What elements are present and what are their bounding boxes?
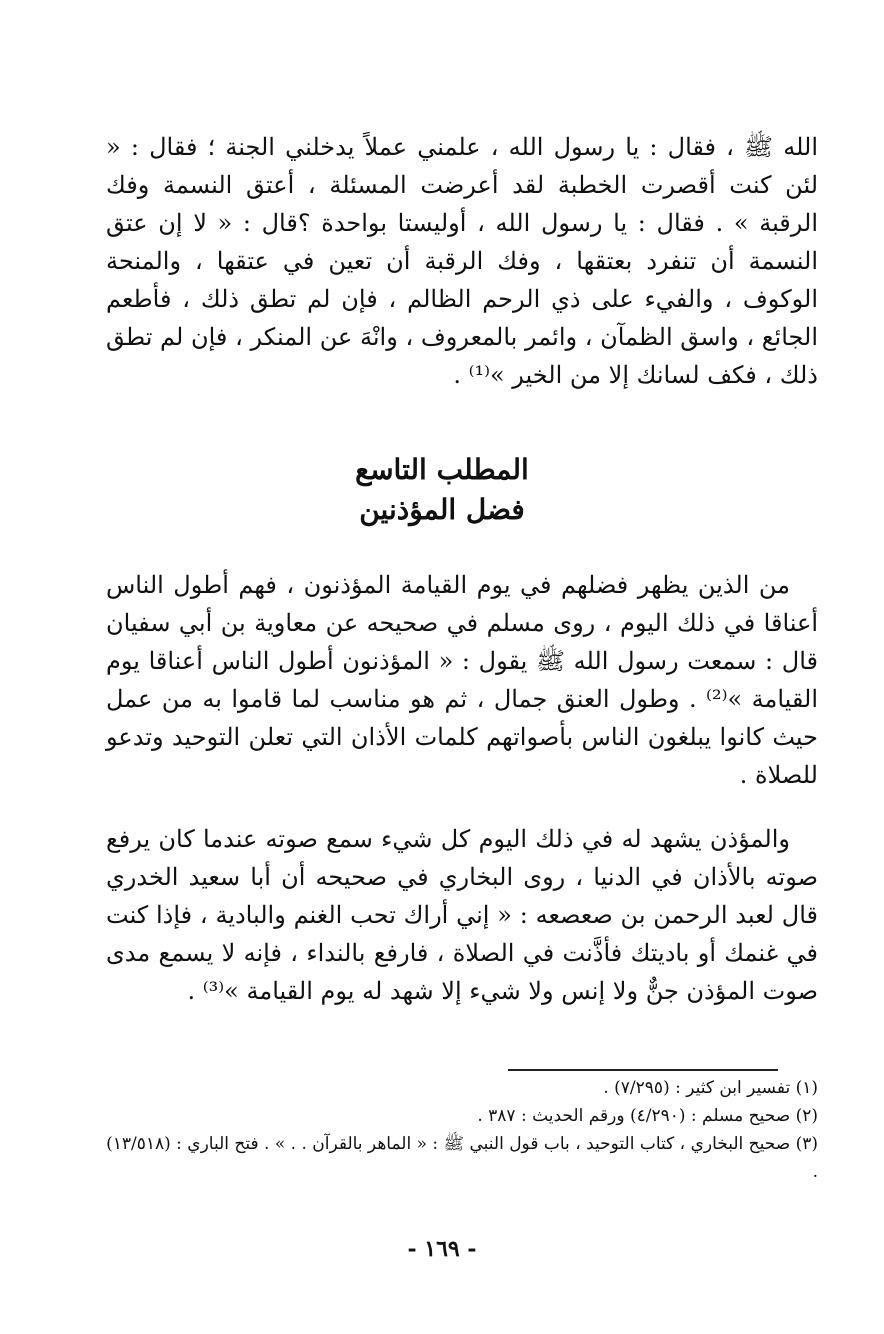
footnote-1: (١) تفسير ابن كثير : (٧/٢٩٥) . bbox=[603, 1078, 818, 1098]
page-number: - ١٦٩ - bbox=[407, 1236, 477, 1262]
section-subtitle: فضل المؤذنين bbox=[359, 493, 525, 526]
footnote-divider bbox=[508, 1069, 778, 1071]
paragraph-muadhin-necks: من الذين يظهر فضلهم في يوم القيامة المؤذنون ، فهم أطول الناس أعناقا في ذلك اليوم ، روى مسلم في صحيحه عن معاوية بن أبي سفيان قال : سمعت رسول الله ﷺ يقول : « المؤذنون أطول الناس أعناقا يوم القيامة »⁽²⁾ . وطول العنق جمال ، ثم هو مناسب لما قاموا به من عمل حيث كانوا يبلغون الناس بأصواتهم كلمات الأذان التي تعلن التوحيد وتدعو للصلاة . bbox=[106, 571, 819, 789]
section-heading bbox=[0, 450, 884, 530]
footnotes bbox=[106, 1074, 818, 1186]
section-title: المطلب التاسع bbox=[355, 453, 529, 486]
footnote-2: (٢) صحيح مسلم : (٤/٢٩٠) ورقم الحديث : ٣٨٧ . bbox=[477, 1106, 818, 1126]
paragraph-muadhin-witness: والمؤذن يشهد له في ذلك اليوم كل شيء سمع صوته عندما كان يرفع صوته بالأذان في الدنيا ، روى البخاري في صحيحه أن أبا سعيد الخدري قال لعبد الرحمن بن صعصعه : « إني أراك تحب الغنم والبادية ، فإذا كنت في غنمك أو باديتك فأذَّنت في الصلاة ، فارفع بالنداء ، فإنه لا يسمع مدى صوت المؤذن جنٌّ ولا إنس ولا شيء إلا شهد له يوم القيامة »⁽³⁾ . bbox=[106, 825, 818, 1005]
footnote-3: (٣) صحيح البخاري ، كتاب التوحيد ، باب قول النبي ﷺ : « الماهر بالقرآن . . » . فتح الباري : (١٣/٥١٨) . bbox=[106, 1134, 818, 1182]
paragraph-hadith-freeing-slave: الله ﷺ ، فقال : يا رسول الله ، علمني عملاً يدخلني الجنة ؛ فقال : « لئن كنت أقصرت الخطبة لقد أعرضت المسئلة ، أعتق النسمة وفك الرقبة » . فقال : يا رسول الله ، أوليستا بواحدة ؟قال : « لا إن عتق النسمة أن تنفرد بعتقها ، وفك الرقبة أن تعين في عتقها ، والمنحة الوكوف ، والفيء على ذي الرحم الظالم ، فإن لم تطق ذلك ، فأطعم الجائع ، واسق الظمآن ، وائمر بالمعروف ، وانْهَ عن المنكر ، فإن لم تطق ذلك ، فكف لسانك إلا من الخير »⁽¹⁾ . bbox=[106, 133, 818, 389]
